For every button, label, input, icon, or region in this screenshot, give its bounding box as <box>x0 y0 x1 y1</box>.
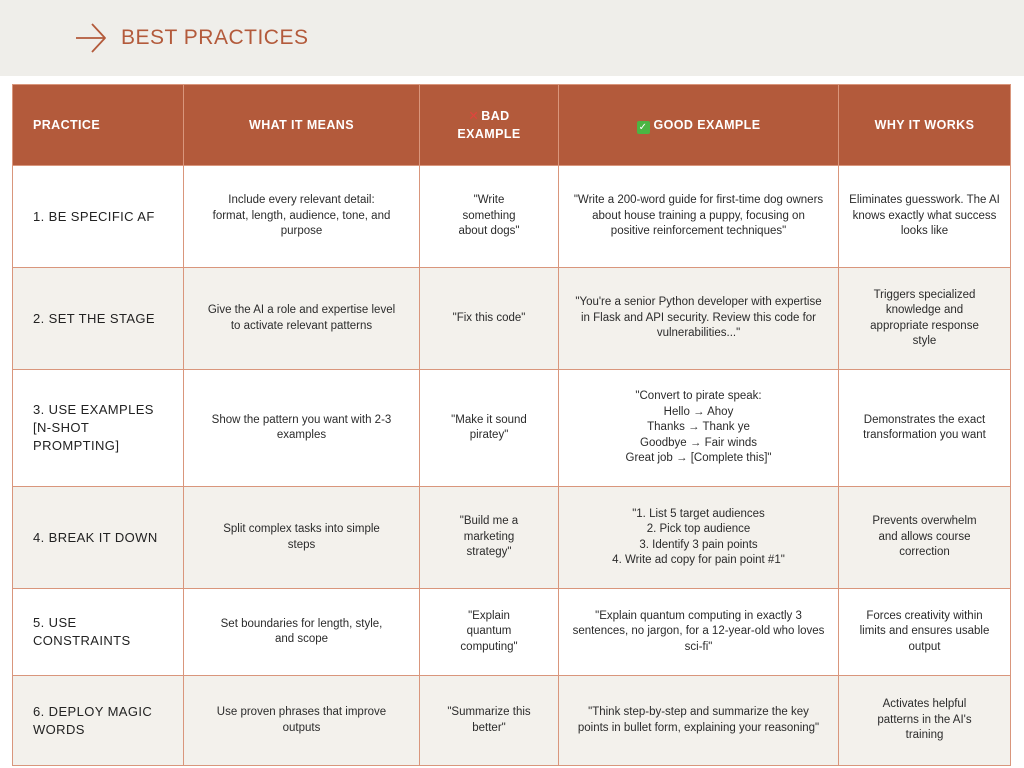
cross-mark-icon: ✕ <box>468 109 480 123</box>
column-header-bad <box>420 85 559 166</box>
why-cell: Forces creativity within limits and ensures usable output <box>839 589 1011 676</box>
best-practices-table <box>12 84 1011 766</box>
arrow-right-icon <box>74 21 108 55</box>
check-mark-icon: ✓ <box>637 121 650 134</box>
column-header-good <box>559 85 839 166</box>
table-row <box>13 268 1011 370</box>
bad-example-cell: "Fix this code" <box>420 268 559 370</box>
why-cell: Demonstrates the exact transformation you want <box>839 370 1011 487</box>
what-cell: Split complex tasks into simple steps <box>184 487 420 589</box>
good-example-cell: "Convert to pirate speak: Hello → Ahoy Thanks → Thank ye Goodbye → Fair winds Great job → [Complete this]" <box>559 370 839 487</box>
practice-cell: 5. USE CONSTRAINTS <box>13 589 184 676</box>
page-title: BEST PRACTICES <box>121 26 309 49</box>
bad-example-cell: "Summarize this better" <box>420 676 559 766</box>
column-header-what: WHAT IT MEANS <box>184 85 420 166</box>
practice-cell: 4. BREAK IT DOWN <box>13 487 184 589</box>
why-cell: Triggers specialized knowledge and appropriate response style <box>839 268 1011 370</box>
column-header-why: WHY IT WORKS <box>839 85 1011 166</box>
practice-cell: 2. SET THE STAGE <box>13 268 184 370</box>
good-example-cell: "Explain quantum computing in exactly 3 sentences, no jargon, for a 12-year-old who loves sci-fi" <box>559 589 839 676</box>
practice-cell: 1. BE SPECIFIC AF <box>13 166 184 268</box>
bad-example-cell: "Explain quantum computing" <box>420 589 559 676</box>
what-cell: Show the pattern you want with 2-3 examples <box>184 370 420 487</box>
bad-example-cell: "Make it sound piratey" <box>420 370 559 487</box>
table-row <box>13 370 1011 487</box>
what-cell: Include every relevant detail: format, length, audience, tone, and purpose <box>184 166 420 268</box>
practice-cell: 6. DEPLOY MAGIC WORDS <box>13 676 184 766</box>
table-header-row <box>13 85 1011 166</box>
practice-cell: 3. USE EXAMPLES [N-SHOT PROMPTING] <box>13 370 184 487</box>
table-row <box>13 487 1011 589</box>
good-example-cell: "Write a 200-word guide for first-time dog owners about house training a puppy, focusing on positive reinforcement techniques" <box>559 166 839 268</box>
table-row <box>13 676 1011 766</box>
what-cell: Use proven phrases that improve outputs <box>184 676 420 766</box>
column-header-practice: PRACTICE <box>13 85 184 166</box>
good-example-cell: "1. List 5 target audiences 2. Pick top audience 3. Identify 3 pain points 4. Write ad copy for pain point #1" <box>559 487 839 589</box>
what-cell: Set boundaries for length, style, and scope <box>184 589 420 676</box>
good-example-cell: "You're a senior Python developer with expertise in Flask and API security. Review this code for vulnerabilities..." <box>559 268 839 370</box>
table-row <box>13 166 1011 268</box>
why-cell: Eliminates guesswork. The AI knows exactly what success looks like <box>839 166 1011 268</box>
why-cell: Activates helpful patterns in the AI's training <box>839 676 1011 766</box>
column-header-good-label: GOOD EXAMPLE <box>653 118 761 132</box>
bad-example-cell: "Write something about dogs" <box>420 166 559 268</box>
bad-example-cell: "Build me a marketing strategy" <box>420 487 559 589</box>
good-example-cell: "Think step-by-step and summarize the key points in bullet form, explaining your reasoning" <box>559 676 839 766</box>
why-cell: Prevents overwhelm and allows course correction <box>839 487 1011 589</box>
what-cell: Give the AI a role and expertise level to activate relevant patterns <box>184 268 420 370</box>
column-header-bad-label: BAD EXAMPLE <box>457 109 521 141</box>
table-row <box>13 589 1011 676</box>
